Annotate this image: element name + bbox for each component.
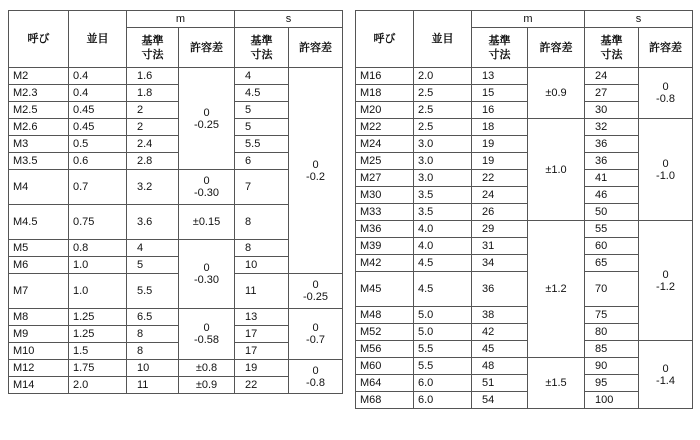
table-row: M30 xyxy=(356,187,414,204)
pitch-cell: 1.75 xyxy=(69,360,127,377)
s-cell: 4.5 xyxy=(235,85,289,102)
m-tol-b: 0 -0.30 xyxy=(179,170,235,205)
s-cell: 5 xyxy=(235,119,289,136)
s-cell: 8 xyxy=(235,240,289,257)
header-s: s xyxy=(235,11,343,28)
m-cell: 26 xyxy=(472,204,528,221)
s-tol-c: 0 -0.7 xyxy=(289,309,343,360)
m-cell: 51 xyxy=(472,375,528,392)
s-cell: 4 xyxy=(235,68,289,85)
m-tol-d: ±1.5 xyxy=(528,358,585,409)
pitch-cell: 3.0 xyxy=(414,136,472,153)
s-cell: 30 xyxy=(585,102,639,119)
s-cell: 6 xyxy=(235,153,289,170)
pitch-cell: 4.5 xyxy=(414,272,472,307)
pitch-cell: 3.0 xyxy=(414,170,472,187)
pitch-cell: 0.45 xyxy=(69,102,127,119)
pitch-cell: 3.5 xyxy=(414,187,472,204)
m-cell: 18 xyxy=(472,119,528,136)
table-row: M7 xyxy=(9,274,69,309)
m-cell: 1.8 xyxy=(127,85,179,102)
table-row: M4.5 xyxy=(9,205,69,240)
table-row: M25 xyxy=(356,153,414,170)
m-cell: 2 xyxy=(127,102,179,119)
m-cell: 54 xyxy=(472,392,528,409)
table-row: M5 xyxy=(9,240,69,257)
pitch-cell: 2.5 xyxy=(414,119,472,136)
table-row: M56 xyxy=(356,341,414,358)
table-row: M39 xyxy=(356,238,414,255)
m-tol-f: ±0.8 xyxy=(179,360,235,377)
s-cell: 60 xyxy=(585,238,639,255)
pitch-cell: 5.5 xyxy=(414,358,472,375)
header-s-tol: 許容差 xyxy=(639,28,693,68)
pitch-cell: 0.6 xyxy=(69,153,127,170)
s-cell: 95 xyxy=(585,375,639,392)
table-row: M52 xyxy=(356,324,414,341)
s-cell: 70 xyxy=(585,272,639,307)
m-cell: 15 xyxy=(472,85,528,102)
s-cell: 65 xyxy=(585,255,639,272)
m-cell: 8 xyxy=(127,326,179,343)
pitch-cell: 1.0 xyxy=(69,274,127,309)
m-cell: 42 xyxy=(472,324,528,341)
m-cell: 29 xyxy=(472,221,528,238)
table-row: M20 xyxy=(356,102,414,119)
pitch-cell: 2.0 xyxy=(414,68,472,85)
s-cell: 5 xyxy=(235,102,289,119)
table-row: M24 xyxy=(356,136,414,153)
header-s: s xyxy=(585,11,693,28)
pitch-cell: 0.45 xyxy=(69,119,127,136)
pitch-cell: 2.0 xyxy=(69,377,127,394)
table-row: M48 xyxy=(356,307,414,324)
pitch-cell: 4.0 xyxy=(414,238,472,255)
pitch-cell: 1.25 xyxy=(69,309,127,326)
left-spec-table xyxy=(8,10,343,394)
s-cell: 75 xyxy=(585,307,639,324)
s-cell: 22 xyxy=(235,377,289,394)
s-tol-b: 0 -0.25 xyxy=(289,274,343,309)
pitch-cell: 0.75 xyxy=(69,205,127,240)
s-cell: 24 xyxy=(585,68,639,85)
m-cell: 19 xyxy=(472,153,528,170)
pitch-cell: 0.8 xyxy=(69,240,127,257)
s-tol-b: 0 -1.0 xyxy=(639,119,693,221)
header-pitch: 並目 xyxy=(69,11,127,68)
table-row: M2.6 xyxy=(9,119,69,136)
table-row: M68 xyxy=(356,392,414,409)
pitch-cell: 4.0 xyxy=(414,221,472,238)
table-row: M36 xyxy=(356,221,414,238)
header-s-tol: 許容差 xyxy=(289,28,343,68)
m-cell: 11 xyxy=(127,377,179,394)
pitch-cell: 6.0 xyxy=(414,392,472,409)
m-cell: 4 xyxy=(127,240,179,257)
s-cell: 85 xyxy=(585,341,639,358)
s-cell: 55 xyxy=(585,221,639,238)
m-cell: 8 xyxy=(127,343,179,360)
header-m-tol: 許容差 xyxy=(528,28,585,68)
s-cell: 46 xyxy=(585,187,639,204)
s-tol-d: 0 -1.4 xyxy=(639,341,693,409)
m-cell: 2.4 xyxy=(127,136,179,153)
m-cell: 19 xyxy=(472,136,528,153)
table-row: M22 xyxy=(356,119,414,136)
m-cell: 38 xyxy=(472,307,528,324)
pitch-cell: 0.4 xyxy=(69,68,127,85)
m-tol-e: 0 -0.58 xyxy=(179,309,235,360)
table-row: M3 xyxy=(9,136,69,153)
m-tol-c: ±0.15 xyxy=(179,205,235,240)
pitch-cell: 2.5 xyxy=(414,102,472,119)
header-m-basic: 基準 寸法 xyxy=(127,28,179,68)
header-m-tol: 許容差 xyxy=(179,28,235,68)
m-cell: 48 xyxy=(472,358,528,375)
table-row: M9 xyxy=(9,326,69,343)
pitch-cell: 0.4 xyxy=(69,85,127,102)
m-tol-d: 0 -0.30 xyxy=(179,240,235,309)
table-row: M64 xyxy=(356,375,414,392)
right-spec-table xyxy=(355,10,693,409)
s-cell: 7 xyxy=(235,170,289,205)
pitch-cell: 2.5 xyxy=(414,85,472,102)
table-row: M45 xyxy=(356,272,414,307)
m-cell: 5.5 xyxy=(127,274,179,309)
m-cell: 2 xyxy=(127,119,179,136)
header-m-basic: 基準 寸法 xyxy=(472,28,528,68)
m-tol-a: 0 -0.25 xyxy=(179,68,235,170)
m-tol-c: ±1.2 xyxy=(528,221,585,358)
m-cell: 2.8 xyxy=(127,153,179,170)
table-row: M2.3 xyxy=(9,85,69,102)
pitch-cell: 6.0 xyxy=(414,375,472,392)
table-row: M10 xyxy=(9,343,69,360)
s-cell: 36 xyxy=(585,153,639,170)
m-cell: 1.6 xyxy=(127,68,179,85)
s-cell: 11 xyxy=(235,274,289,309)
table-row: M8 xyxy=(9,309,69,326)
s-cell: 5.5 xyxy=(235,136,289,153)
pitch-cell: 4.5 xyxy=(414,255,472,272)
table-row: M2.5 xyxy=(9,102,69,119)
header-m: m xyxy=(472,11,585,28)
m-cell: 16 xyxy=(472,102,528,119)
table-row: M16 xyxy=(356,68,414,85)
s-cell: 19 xyxy=(235,360,289,377)
table-row: M12 xyxy=(9,360,69,377)
pitch-cell: 1.25 xyxy=(69,326,127,343)
m-cell: 22 xyxy=(472,170,528,187)
table-row: M4 xyxy=(9,170,69,205)
pitch-cell: 5.0 xyxy=(414,324,472,341)
pitch-cell: 3.0 xyxy=(414,153,472,170)
table-row: M14 xyxy=(9,377,69,394)
header-s-basic: 基準 寸法 xyxy=(235,28,289,68)
pitch-cell: 0.7 xyxy=(69,170,127,205)
header-size: 呼び xyxy=(9,11,69,68)
table-row: M3.5 xyxy=(9,153,69,170)
s-tol-a: 0 -0.2 xyxy=(289,68,343,274)
s-cell: 41 xyxy=(585,170,639,187)
s-tol-c: 0 -1.2 xyxy=(639,221,693,341)
m-cell: 3.6 xyxy=(127,205,179,240)
m-cell: 36 xyxy=(472,272,528,307)
s-cell: 90 xyxy=(585,358,639,375)
pitch-cell: 3.5 xyxy=(414,204,472,221)
table-row: M33 xyxy=(356,204,414,221)
table-row: M27 xyxy=(356,170,414,187)
s-cell: 27 xyxy=(585,85,639,102)
pitch-cell: 1.0 xyxy=(69,257,127,274)
pitch-cell: 0.5 xyxy=(69,136,127,153)
s-cell: 36 xyxy=(585,136,639,153)
table-row: M6 xyxy=(9,257,69,274)
header-s-basic: 基準 寸法 xyxy=(585,28,639,68)
m-cell: 45 xyxy=(472,341,528,358)
header-m: m xyxy=(127,11,235,28)
header-pitch: 並目 xyxy=(414,11,472,68)
s-tol-a: 0 -0.8 xyxy=(639,68,693,119)
s-cell: 8 xyxy=(235,205,289,240)
table-row: M60 xyxy=(356,358,414,375)
m-cell: 31 xyxy=(472,238,528,255)
m-tol-g: ±0.9 xyxy=(179,377,235,394)
s-cell: 13 xyxy=(235,309,289,326)
m-cell: 3.2 xyxy=(127,170,179,205)
m-tol-a: ±0.9 xyxy=(528,68,585,119)
m-tol-b: ±1.0 xyxy=(528,119,585,221)
header-size: 呼び xyxy=(356,11,414,68)
s-cell: 32 xyxy=(585,119,639,136)
table-row: M42 xyxy=(356,255,414,272)
s-tol-d: 0 -0.8 xyxy=(289,360,343,394)
s-cell: 10 xyxy=(235,257,289,274)
s-cell: 17 xyxy=(235,326,289,343)
m-cell: 10 xyxy=(127,360,179,377)
s-cell: 50 xyxy=(585,204,639,221)
table-row: M2 xyxy=(9,68,69,85)
s-cell: 17 xyxy=(235,343,289,360)
s-cell: 100 xyxy=(585,392,639,409)
pitch-cell: 5.5 xyxy=(414,341,472,358)
pitch-cell: 1.5 xyxy=(69,343,127,360)
m-cell: 24 xyxy=(472,187,528,204)
m-cell: 34 xyxy=(472,255,528,272)
pitch-cell: 5.0 xyxy=(414,307,472,324)
m-cell: 13 xyxy=(472,68,528,85)
m-cell: 6.5 xyxy=(127,309,179,326)
m-cell: 5 xyxy=(127,257,179,274)
table-row: M18 xyxy=(356,85,414,102)
s-cell: 80 xyxy=(585,324,639,341)
